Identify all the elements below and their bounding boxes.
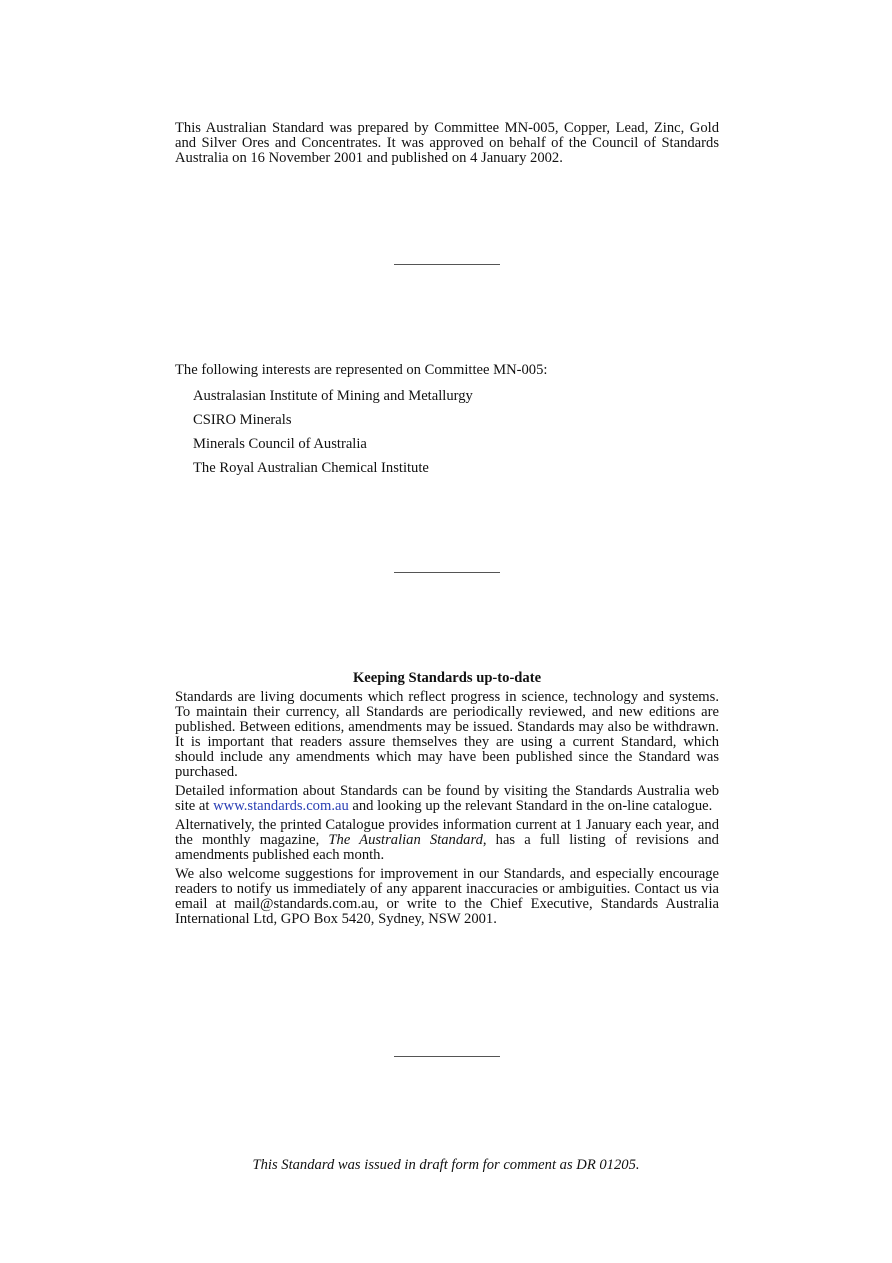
paragraph-text: Detailed information about Standards can be found by visiting the Standards Australia web site at	[175, 783, 719, 814]
divider-rule	[394, 264, 500, 265]
interests-intro: The following interests are represented on Committee MN-005:	[175, 362, 548, 378]
preparation-statement	[175, 121, 719, 170]
list-item: The Royal Australian Chemical Institute	[193, 460, 429, 476]
committee-interests	[175, 362, 719, 480]
list-item: Minerals Council of Australia	[193, 436, 367, 452]
divider-rule	[394, 572, 500, 573]
paragraph	[175, 818, 719, 863]
paragraph	[175, 784, 719, 814]
paragraph: Standards are living documents which reflect progress in science, technology and systems. To maintain their currency, all Standards are periodically reviewed, and new editions are published. Between editions, amendments may be issued. Standards may also be withdrawn. It is important that readers assure themselves they are using a current Standard, which should include any amendments which may have been published since the Standard was purchased.	[175, 689, 719, 780]
list-item: Australasian Institute of Mining and Metallurgy	[193, 388, 473, 404]
website-link[interactable]: www.standards.com.au	[213, 798, 349, 814]
preparation-text: This Australian Standard was prepared by Committee MN-005, Copper, Lead, Zinc, Gold and Silver Ores and Concentrates. It was approved on behalf of the Council of Standards Australia on 16 November 2001 and published on 4 January 2002.	[175, 120, 719, 166]
paragraph-text: Alternatively, the printed Catalogue provides information current at 1 January each year, and the monthly magazine,	[175, 817, 719, 848]
draft-note: This Standard was issued in draft form for comment as DR 01205.	[252, 1157, 640, 1173]
paragraph: We also welcome suggestions for improvement in our Standards, and especially encourage readers to notify us immediately of any apparent inaccuracies or ambiguities. Contact us via email at mail@standards.com.au, or write to the Chief Executive, Standards Australia International Ltd, GPO Box 5420, Sydney, NSW 2001.	[175, 866, 719, 927]
keeping-standards-section	[175, 671, 719, 931]
interests-list	[175, 384, 719, 480]
section-heading: Keeping Standards up-to-date	[352, 670, 542, 686]
divider-rule	[394, 1056, 500, 1057]
magazine-title: The Australian Standard	[328, 832, 483, 848]
paragraph-text: , has a full listing of revisions and amendments published each month.	[175, 832, 719, 863]
list-item: CSIRO Minerals	[193, 412, 292, 428]
paragraph-text: and looking up the relevant Standard in the on-line catalogue.	[348, 798, 713, 814]
